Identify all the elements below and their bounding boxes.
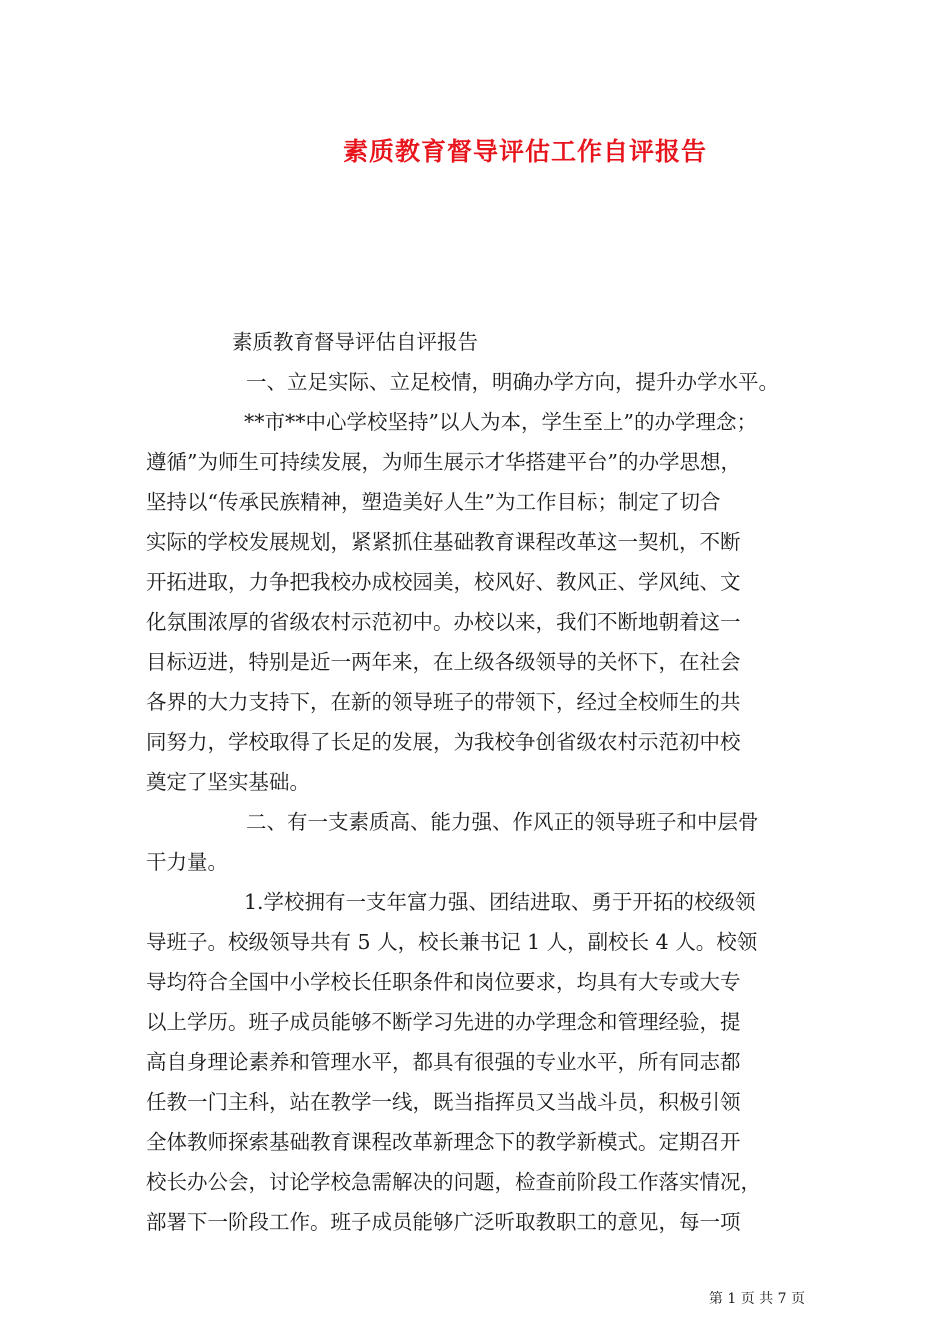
paragraph-line: 以上学历。班子成员能够不断学习先进的办学理念和管理经验，提 xyxy=(146,1010,741,1034)
paragraph-line: 部署下一阶段工作。班子成员能够广泛听取教职工的意见，每一项 xyxy=(146,1210,741,1234)
paragraph-line: 化氛围浓厚的省级农村示范初中。办校以来，我们不断地朝着这一 xyxy=(146,610,741,634)
paragraph-line: 干力量。 xyxy=(146,850,228,874)
page-footer: 第 1 页 共 7 页 xyxy=(708,1291,805,1307)
paragraph-line: 导均符合全国中小学校长任职条件和岗位要求，均具有大专或大专 xyxy=(146,970,741,994)
paragraph-line: 实际的学校发展规划，紧紧抓住基础教育课程改革这一契机，不断 xyxy=(146,530,741,554)
document-body xyxy=(146,322,826,1242)
paragraph-line: 同努力，学校取得了长足的发展，为我校争创省级农村示范初中校 xyxy=(146,730,741,754)
paragraph-line: 各界的大力支持下，在新的领导班子的带领下，经过全校师生的共 xyxy=(146,690,741,714)
paragraph-line: 高自身理论素养和管理水平，都具有很强的专业水平，所有同志都 xyxy=(146,1050,741,1074)
paragraph-line: 坚持以“传承民族精神，塑造美好人生”为工作目标；制定了切合 xyxy=(146,490,721,514)
paragraph-line: 奠定了坚实基础。 xyxy=(146,770,310,794)
section-heading-1: 一、立足实际、立足校情，明确办学方向，提升办学水平。 xyxy=(246,370,779,394)
subtitle-line: 素质教育督导评估自评报告 xyxy=(232,330,478,354)
paragraph-line: 1.学校拥有一支年富力强、团结进取、勇于开拓的校级领 xyxy=(244,890,756,914)
paragraph-line: 开拓进取，力争把我校办成校园美，校风好、教风正、学风纯、文 xyxy=(146,570,741,594)
paragraph-line: 遵循”为师生可持续发展，为师生展示才华搭建平台”的办学思想， xyxy=(146,450,741,474)
paragraph-line: 导班子。校级领导共有 5 人，校长兼书记 1 人，副校长 4 人。校领 xyxy=(146,930,758,954)
paragraph-line: 全体教师探索基础教育课程改革新理念下的教学新模式。定期召开 xyxy=(146,1130,741,1154)
paragraph-line: 目标迈进，特别是近一两年来，在上级各级领导的关怀下，在社会 xyxy=(146,650,741,674)
section-heading-2: 二、有一支素质高、能力强、作风正的领导班子和中层骨 xyxy=(246,810,759,834)
paragraph-line: 校长办公会，讨论学校急需解决的问题，检查前阶段工作落实情况， xyxy=(146,1170,761,1194)
document-title: 素质教育督导评估工作自评报告 xyxy=(342,137,707,166)
paragraph-line: **市**中心学校坚持”以人为本，学生至上”的办学理念； xyxy=(244,410,757,434)
paragraph-line: 任教一门主科，站在教学一线，既当指挥员又当战斗员，积极引领 xyxy=(146,1090,741,1114)
